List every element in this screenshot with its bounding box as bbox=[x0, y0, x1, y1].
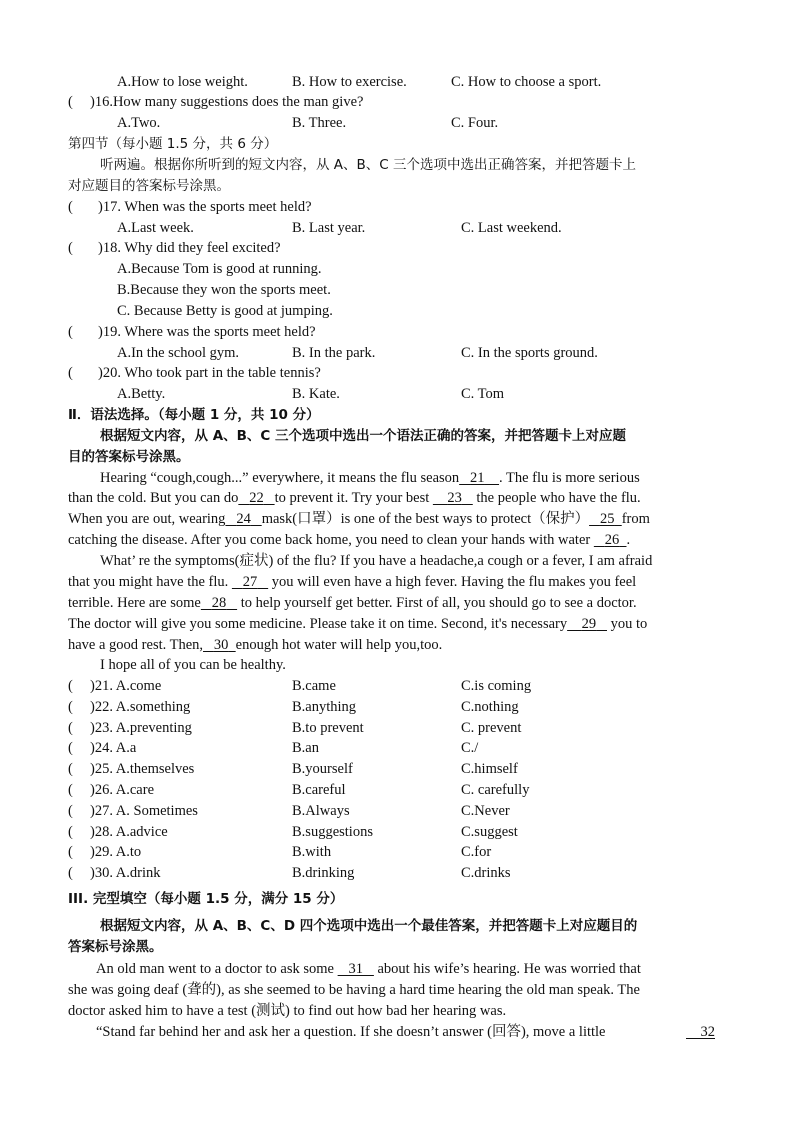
grammar-item-24-option-a: )24. A.a bbox=[90, 740, 137, 757]
section-3-instruction-cont: 答案标号涂黑。 bbox=[68, 939, 163, 955]
grammar-item-29-option-c: C.for bbox=[461, 844, 492, 861]
q16-stem: )16.How many suggestions does the man give? bbox=[90, 94, 364, 110]
grammar-item-22-option-b: B.anything bbox=[292, 698, 357, 715]
section-2-instruction: 根据短文内容，从 A、B、C 三个选项中选出一个语法正确的答案，并把答题卡上对应题 bbox=[100, 428, 627, 444]
answer-paren: ( bbox=[68, 698, 73, 715]
answer-paren: ( bbox=[68, 761, 73, 778]
q19-option-a: A.In the school gym. bbox=[117, 345, 240, 361]
grammar-item-21-option-c: C.is coming bbox=[461, 678, 532, 694]
q16-option-b: B. Three. bbox=[292, 115, 347, 131]
blank-31: 31 bbox=[348, 961, 363, 977]
passage-1-line-6: that you might have the flu. 27 you will even have a high fever. Having the flu makes you feel bbox=[68, 574, 637, 590]
q19-option-c: C. In the sports ground. bbox=[461, 345, 598, 361]
passage-1-line-4: catching the disease. After you come back home, you need to clean your hands with water 26 . bbox=[68, 532, 631, 548]
answer-paren: ( bbox=[68, 365, 73, 381]
grammar-item-25-option-c: C.himself bbox=[461, 761, 518, 778]
grammar-item-23-option-c: C. prevent bbox=[461, 719, 522, 736]
blank-26: 26 bbox=[604, 532, 620, 548]
grammar-item-26-option-a: )26. A.care bbox=[90, 782, 155, 798]
grammar-item-24-option-b: B.an bbox=[292, 740, 319, 757]
passage-1-line-8: The doctor will give you some medicine. Please take it on time. Second, it's necessary 29 you to bbox=[68, 616, 648, 632]
grammar-item-22-option-c: C.nothing bbox=[461, 698, 519, 715]
passage-1-line-5: What’ re the symptoms(症状) of the flu? If you have a headache,a cough or a fever, I am afraid bbox=[100, 553, 653, 569]
q19-stem: )19. Where was the sports meet held? bbox=[98, 324, 316, 340]
q15-option-c: C. How to choose a sport. bbox=[451, 74, 602, 90]
blank-27: 27 bbox=[242, 574, 258, 590]
passage-1-line-9: have a good rest. Then, 30 enough hot water will help you,too. bbox=[68, 637, 443, 653]
grammar-item-23-option-b: B.to prevent bbox=[292, 719, 364, 736]
answer-paren: ( bbox=[68, 94, 73, 110]
answer-paren: ( bbox=[68, 865, 73, 882]
grammar-item-23-option-a: )23. A.preventing bbox=[90, 719, 192, 736]
q20-option-b: B. Kate. bbox=[292, 386, 340, 402]
grammar-item-29-option-a: )29. A.to bbox=[90, 844, 142, 861]
blank-24: 24 bbox=[236, 511, 251, 527]
q15-option-a: A.How to lose weight. bbox=[117, 74, 248, 90]
blank-29: 29 bbox=[581, 616, 597, 632]
section-3-instruction: 根据短文内容，从 A、B、C、D 四个选项中选出一个最佳答案，并把答题卡上对应题目的 bbox=[100, 918, 638, 934]
passage-1-line-2: than the cold. But you can do 22 to prevent it. Try your best 23 the people who have the flu. bbox=[68, 490, 641, 506]
grammar-item-30-option-c: C.drinks bbox=[461, 865, 511, 882]
q19-option-b: B. In the park. bbox=[292, 345, 376, 361]
blank-23: 23 bbox=[447, 490, 462, 506]
answer-paren: ( bbox=[68, 782, 73, 798]
passage-2-line-3: doctor asked him to have a test (测试) to find out how bad her hearing was. bbox=[68, 1003, 507, 1019]
answer-paren: ( bbox=[68, 844, 73, 861]
q17-option-c: C. Last weekend. bbox=[461, 220, 562, 236]
grammar-item-28-option-b: B.suggestions bbox=[292, 823, 373, 840]
q16-option-c: C. Four. bbox=[451, 115, 499, 131]
q17-option-a: A.Last week. bbox=[117, 220, 194, 236]
q18-stem: )18. Why did they feel excited? bbox=[98, 240, 281, 256]
grammar-item-21-option-a: )21. A.come bbox=[90, 678, 162, 694]
section-3-heading: III. 完型填空（每小题 1.5 分，满分 15 分） bbox=[68, 891, 344, 907]
q15-option-b: B. How to exercise. bbox=[292, 74, 407, 90]
q18-option-c: C. Because Betty is good at jumping. bbox=[117, 303, 333, 319]
grammar-item-30-option-a: )30. A.drink bbox=[90, 865, 161, 882]
blank-22: 22 bbox=[249, 490, 264, 506]
section-4-instruction: 听两遍。根据你所听到的短文内容，从 A、B、C 三个选项中选出正确答案，并把答题卡上 bbox=[100, 157, 637, 173]
blank-21: 21 bbox=[470, 470, 485, 486]
answer-paren: ( bbox=[68, 240, 73, 256]
passage-2-line-2: she was going deaf (聋的), as she seemed to be having a hard time hearing the old man speak. The bbox=[68, 982, 640, 998]
answer-paren: ( bbox=[68, 324, 73, 340]
grammar-item-27-option-b: B.Always bbox=[292, 802, 350, 819]
answer-paren: ( bbox=[68, 740, 73, 757]
blank-28: 28 bbox=[211, 595, 227, 611]
grammar-item-21-option-b: B.came bbox=[292, 678, 336, 694]
section-2-heading: Ⅱ．语法选择。（每小题 1 分，共 10 分） bbox=[68, 407, 320, 423]
answer-paren: ( bbox=[68, 719, 73, 736]
q20-option-a: A.Betty. bbox=[117, 386, 166, 402]
grammar-item-26-option-b: B.careful bbox=[292, 782, 346, 798]
blank-25: 25 bbox=[599, 511, 615, 527]
section-4-instruction-cont: 对应题目的答案标号涂黑。 bbox=[68, 178, 230, 194]
passage-1-line-7: terrible. Here are some 28 to help yourself get better. First of all, you should go to see a doctor. bbox=[68, 595, 637, 611]
grammar-item-29-option-b: B.with bbox=[292, 844, 332, 861]
answer-paren: ( bbox=[68, 802, 73, 819]
grammar-item-30-option-b: B.drinking bbox=[292, 865, 355, 882]
q20-stem: )20. Who took part in the table tennis? bbox=[98, 365, 321, 381]
answer-paren: ( bbox=[68, 823, 73, 840]
passage-1-line-10: I hope all of you can be healthy. bbox=[100, 657, 286, 673]
passage-1-line-1: Hearing “cough,cough...” everywhere, it means the flu season 21 . The flu is more serious bbox=[100, 470, 640, 486]
passage-1-line-3: When you are out, wearing 24 mask(口罩）is one of the best ways to protect（保护） 25 from bbox=[68, 511, 650, 527]
grammar-item-24-option-c: C./ bbox=[461, 740, 479, 757]
grammar-item-25-option-a: )25. A.themselves bbox=[90, 761, 195, 778]
passage-2-line-4: “Stand far behind her and ask her a question. If she doesn’t answer (回答), move a little bbox=[96, 1024, 606, 1040]
q16-option-a: A.Two. bbox=[117, 115, 161, 131]
grammar-item-28-option-c: C.suggest bbox=[461, 823, 518, 840]
blank-32: 32 bbox=[700, 1024, 715, 1040]
q20-option-c: C. Tom bbox=[461, 386, 505, 402]
grammar-item-22-option-a: )22. A.something bbox=[90, 698, 191, 715]
grammar-item-27-option-c: C.Never bbox=[461, 802, 510, 819]
q18-option-a: A.Because Tom is good at running. bbox=[117, 261, 322, 277]
answer-paren: ( bbox=[68, 678, 73, 694]
q17-stem: )17. When was the sports meet held? bbox=[98, 199, 312, 215]
section-4-heading: 第四节（每小题 1.5 分，共 6 分） bbox=[68, 136, 278, 152]
blank-30: 30 bbox=[213, 637, 229, 653]
grammar-item-28-option-a: )28. A.advice bbox=[90, 823, 168, 840]
section-2-instruction-cont: 目的答案标号涂黑。 bbox=[68, 449, 190, 465]
answer-paren: ( bbox=[68, 199, 73, 215]
q18-option-b: B.Because they won the sports meet. bbox=[117, 282, 331, 298]
grammar-item-26-option-c: C. carefully bbox=[461, 782, 530, 798]
grammar-item-27-option-a: )27. A. Sometimes bbox=[90, 802, 198, 819]
passage-2-line-1: An old man went to a doctor to ask some 31 about his wife’s hearing. He was worried that bbox=[96, 961, 641, 977]
grammar-item-25-option-b: B.yourself bbox=[292, 761, 353, 778]
q17-option-b: B. Last year. bbox=[292, 220, 366, 236]
